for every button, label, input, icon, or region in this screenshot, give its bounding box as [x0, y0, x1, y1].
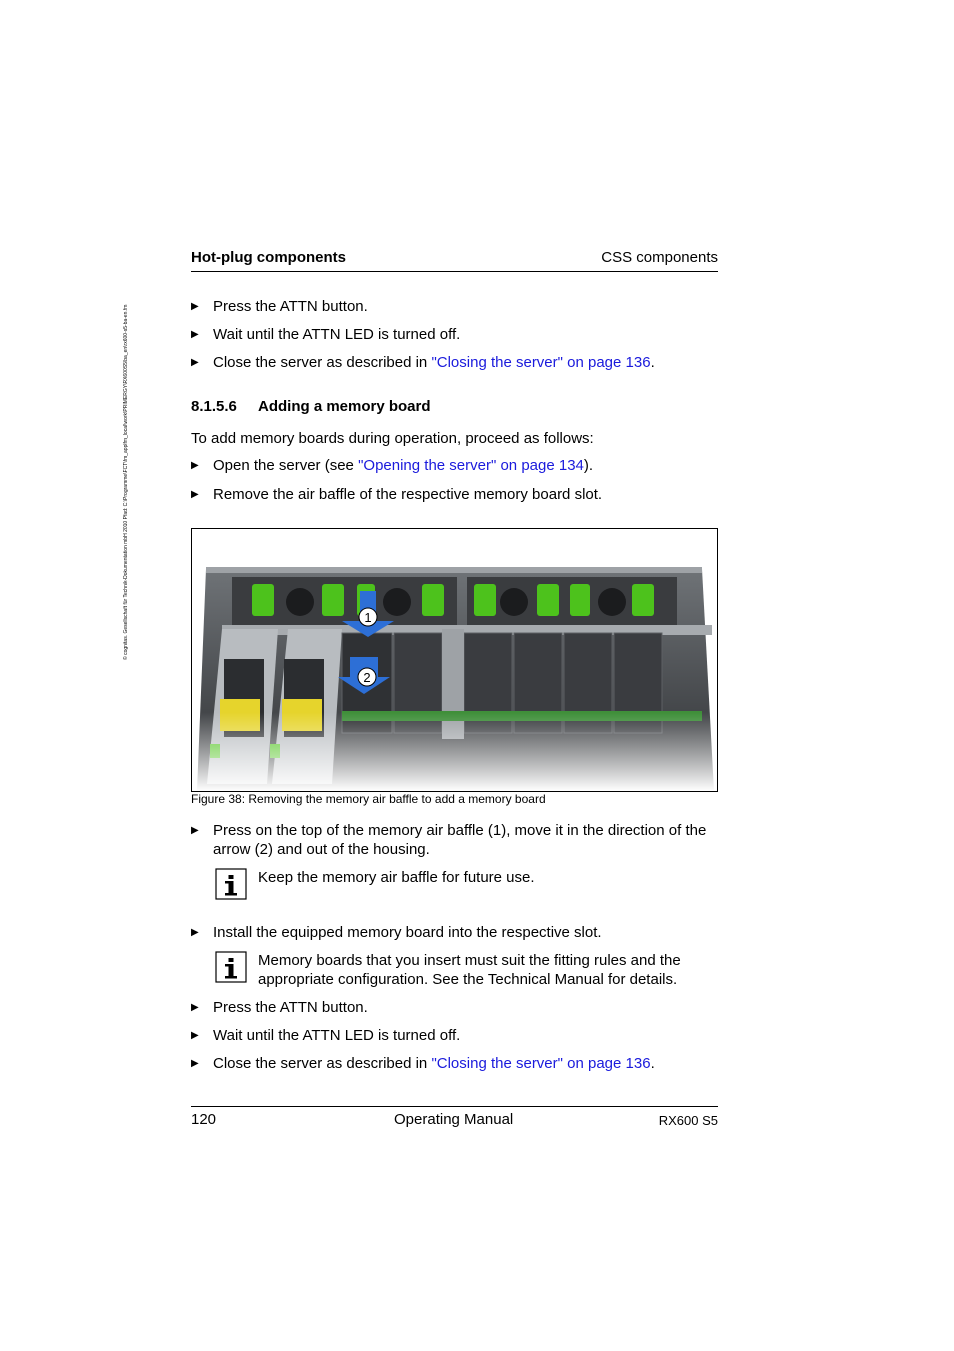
step-press-baffle: ▶ Press on the top of the memory air baffle (1), move it in the direction of the arrow (2) and out of the housing.	[191, 822, 707, 858]
header-section: CSS components	[601, 249, 718, 266]
triangle-right-icon: ▶	[191, 460, 199, 471]
side-margin-text: © cognitas. Gesellschaft für Technik-Dokumentation mbH 2010 Pfad: C:\Programme\FCT\fm_applfm_local\work\PRIMERGY\RX600S5\ba_en\rx600-s5-ba-en.fm	[123, 304, 129, 660]
footer-product: RX600 S5	[658, 1113, 718, 1128]
triangle-right-icon: ▶	[191, 1058, 199, 1069]
triangle-right-icon: ▶	[191, 1002, 199, 1013]
triangle-right-icon: ▶	[191, 825, 199, 836]
step-wait-led: ▶ Wait until the ATTN LED is turned off.	[191, 326, 461, 343]
page-number: 120	[191, 1111, 217, 1128]
info-icon	[215, 951, 247, 983]
triangle-right-icon: ▶	[191, 927, 199, 938]
link-closing-server-2[interactable]: "Closing the server" on page 136	[431, 1055, 651, 1072]
section-title: Adding a memory board	[258, 398, 431, 415]
triangle-right-icon: ▶	[191, 301, 199, 312]
triangle-right-icon: ▶	[191, 357, 199, 368]
note-keep-baffle: Keep the memory air baffle for future use.	[215, 868, 718, 887]
figure-caption: Figure 38: Removing the memory air baffle to add a memory board	[191, 792, 546, 806]
step-remove-baffle: ▶ Remove the air baffle of the respective memory board slot.	[191, 486, 603, 503]
triangle-right-icon: ▶	[191, 329, 199, 340]
step-install-board: ▶ Install the equipped memory board into the respective slot.	[191, 924, 602, 941]
step-close-server: ▶ Close the server as described in "Closing the server" on page 136.	[191, 354, 655, 371]
note-fitting-rules: Memory boards that you insert must suit the fitting rules and the appropriate configuration. See the Technical Manual for details.	[215, 951, 718, 989]
triangle-right-icon: ▶	[191, 489, 199, 500]
step-press-attn-2: ▶ Press the ATTN button.	[191, 999, 368, 1016]
page-header	[191, 249, 718, 272]
section-heading	[191, 398, 431, 415]
link-opening-server[interactable]: "Opening the server" on page 134	[358, 457, 584, 474]
step-press-attn: ▶ Press the ATTN button.	[191, 298, 368, 315]
info-icon	[215, 868, 247, 900]
header-chapter: Hot-plug components	[191, 249, 346, 266]
footer-title: Operating Manual	[394, 1111, 514, 1128]
step-wait-led-2: ▶ Wait until the ATTN LED is turned off.	[191, 1027, 461, 1044]
intro-text: To add memory boards during operation, proceed as follows:	[191, 430, 594, 447]
step-open-server: ▶ Open the server (see "Opening the server" on page 134).	[191, 457, 594, 474]
link-closing-server[interactable]: "Closing the server" on page 136	[431, 354, 651, 371]
server-illustration	[192, 529, 717, 791]
figure-server-photo	[191, 528, 718, 792]
triangle-right-icon: ▶	[191, 1030, 199, 1041]
step-close-server-2: ▶ Close the server as described in "Closing the server" on page 136.	[191, 1055, 655, 1072]
page-footer	[191, 1106, 718, 1131]
section-number: 8.1.5.6	[191, 398, 237, 415]
